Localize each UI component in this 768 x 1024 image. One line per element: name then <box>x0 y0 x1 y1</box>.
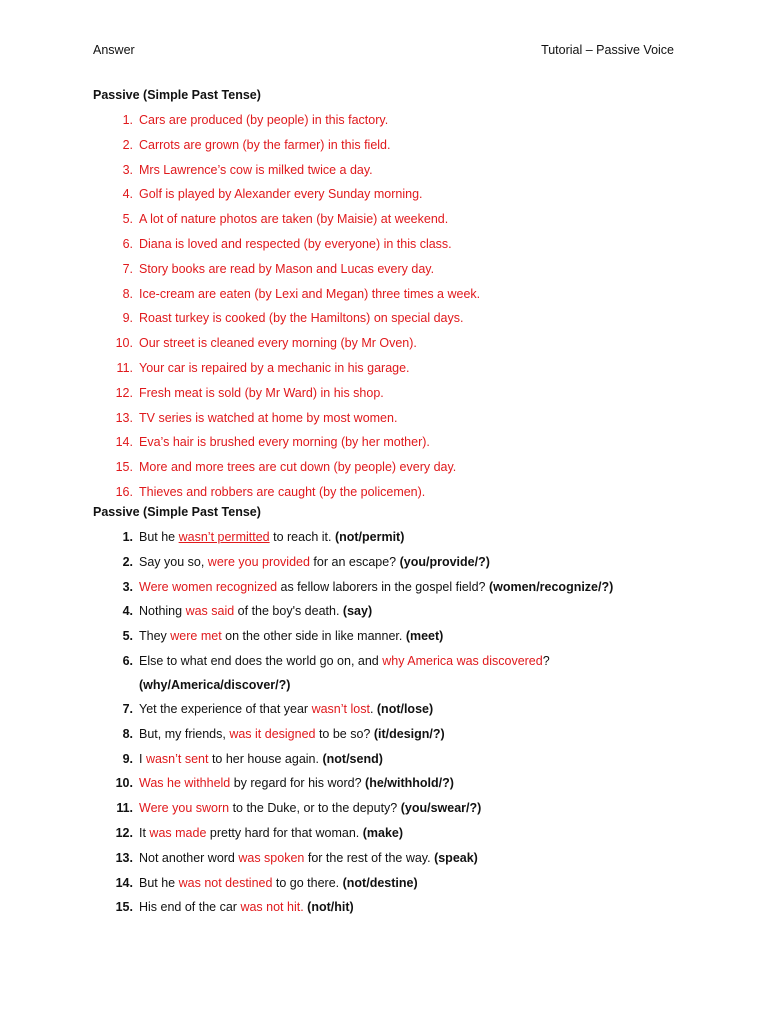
item-number: 7. <box>122 701 133 716</box>
item-text: Your car is repaired by a mechanic in his garage. <box>139 360 410 375</box>
sentence-text: I <box>139 751 146 766</box>
list-item <box>0 825 768 850</box>
item-number: 9. <box>122 311 133 326</box>
item-number: 5. <box>122 212 133 227</box>
section2-list <box>0 529 768 924</box>
verb-hint: (you/swear/?) <box>400 801 482 816</box>
sentence-text: on the other side in like manner. <box>221 629 406 644</box>
item-text <box>139 850 699 866</box>
list-item <box>0 628 768 653</box>
item-number: 16. <box>115 484 133 499</box>
sentence-text: to her house again. <box>208 751 323 766</box>
verb-hint: (speak) <box>434 850 478 865</box>
item-number: 13. <box>115 410 133 425</box>
item-text: Roast turkey is cooked (by the Hamiltons) on special days. <box>139 311 464 326</box>
sentence-text: to reach it. <box>269 530 335 544</box>
sentence-text: Not another word <box>139 850 239 865</box>
passive-answer: wasn’t lost <box>311 701 370 716</box>
list-item <box>0 286 768 311</box>
passive-answer: was spoken <box>238 850 305 865</box>
item-text <box>139 899 699 915</box>
item-number: 6. <box>122 236 133 251</box>
header-answer-label: Answer <box>93 43 135 57</box>
passive-answer: was made <box>149 825 207 840</box>
item-text <box>139 653 699 693</box>
item-text <box>139 628 699 644</box>
item-text <box>139 603 699 619</box>
item-text: Fresh meat is sold (by Mr Ward) in his shop. <box>139 385 384 400</box>
item-text <box>139 579 699 595</box>
passive-answer: was said <box>185 604 235 619</box>
item-text: Ice-cream are eaten (by Lexi and Megan) three times a week. <box>139 286 481 301</box>
list-item <box>0 261 768 286</box>
list-item <box>0 554 768 579</box>
item-text: Golf is played by Alexander every Sunday morning. <box>139 187 423 202</box>
item-text: Story books are read by Mason and Lucas every day. <box>139 261 435 276</box>
item-number: 5. <box>122 629 133 644</box>
passive-answer: wasn’t permitted <box>178 530 270 544</box>
section1-list <box>0 112 768 509</box>
item-number: 9. <box>122 751 133 766</box>
item-number: 13. <box>115 850 133 865</box>
verb-hint: (he/withhold/?) <box>365 776 454 791</box>
item-number: 3. <box>122 579 133 594</box>
verb-hint: (meet) <box>405 629 444 644</box>
sentence-text: Nothing <box>139 604 186 619</box>
item-text <box>139 751 699 767</box>
item-text <box>139 800 699 816</box>
item-number: 1. <box>122 530 133 544</box>
item-number: 3. <box>122 162 133 177</box>
sentence-text: They <box>139 629 171 644</box>
sentence-text: But he <box>139 530 179 544</box>
item-number: 10. <box>115 776 133 791</box>
list-item <box>0 875 768 900</box>
sentence-text: pretty hard for that woman. <box>206 825 363 840</box>
sentence-text: by regard for his word? <box>230 776 366 791</box>
passive-answer: Was he withheld <box>139 776 231 791</box>
list-item <box>0 137 768 162</box>
verb-hint: (not/permit) <box>334 530 405 544</box>
list-item <box>0 899 768 924</box>
section2-title: Passive (Simple Past Tense) <box>93 505 261 519</box>
item-number: 2. <box>122 137 133 152</box>
passive-answer: was it designed <box>229 726 316 741</box>
item-text <box>139 775 699 791</box>
sentence-text: But he <box>139 875 179 890</box>
item-text <box>139 701 699 717</box>
passive-answer: Were women recognized <box>139 579 278 594</box>
passive-answer: were you provided <box>207 554 310 569</box>
sentence-text: ? <box>542 653 550 668</box>
sentence-text: to go there. <box>272 875 343 890</box>
item-text <box>139 825 699 841</box>
verb-hint: (not/send) <box>322 751 383 766</box>
list-item <box>0 385 768 410</box>
item-text: More and more trees are cut down (by people) every day. <box>139 460 457 475</box>
item-text <box>139 726 699 742</box>
list-item <box>0 800 768 825</box>
verb-hint: (make) <box>362 825 404 840</box>
sentence-text: . <box>369 701 377 716</box>
list-item <box>0 653 768 701</box>
passive-answer: was not hit. <box>240 900 304 915</box>
verb-hint: (why/America/discover/?) <box>139 677 291 692</box>
sentence-text: for the rest of the way. <box>304 850 435 865</box>
list-item <box>0 211 768 236</box>
list-item <box>0 701 768 726</box>
verb-hint: (not/lose) <box>376 701 434 716</box>
list-item <box>0 360 768 385</box>
passive-answer: were met <box>170 629 222 644</box>
section1-title: Passive (Simple Past Tense) <box>93 88 261 102</box>
item-text: Cars are produced (by people) in this factory. <box>139 113 389 127</box>
item-number: 11. <box>116 801 133 816</box>
item-text <box>139 875 699 891</box>
item-text: Carrots are grown (by the farmer) in this field. <box>139 137 391 152</box>
list-item <box>0 529 768 554</box>
list-item <box>0 459 768 484</box>
item-number: 1. <box>122 113 133 127</box>
item-number: 12. <box>115 825 133 840</box>
item-number: 4. <box>122 604 133 619</box>
verb-hint: (it/design/?) <box>373 726 445 741</box>
sentence-text: Say you so, <box>139 554 208 569</box>
item-number: 14. <box>115 435 133 450</box>
list-item <box>0 726 768 751</box>
item-number: 2. <box>122 554 133 569</box>
list-item <box>0 112 768 137</box>
item-number: 4. <box>122 187 133 202</box>
verb-hint: (women/recognize/?) <box>488 579 614 594</box>
item-number: 11. <box>116 360 133 375</box>
item-text: TV series is watched at home by most women. <box>139 410 398 425</box>
passive-answer: was not destined <box>178 875 273 890</box>
sentence-text: It <box>139 825 150 840</box>
sentence-text: to the Duke, or to the deputy? <box>229 801 401 816</box>
item-text: Mrs Lawrence’s cow is milked twice a day. <box>139 162 373 177</box>
list-item <box>0 751 768 776</box>
item-text: Thieves and robbers are caught (by the policemen). <box>139 484 426 499</box>
item-number: 10. <box>115 336 133 351</box>
sentence-text: of the boy's death. <box>234 604 343 619</box>
passive-answer: wasn’t sent <box>145 751 209 766</box>
sentence-text: as fellow laborers in the gospel field? <box>277 579 489 594</box>
sentence-text: Yet the experience of that year <box>139 701 312 716</box>
item-number: 7. <box>122 261 133 276</box>
list-item <box>0 186 768 211</box>
item-text: Eva’s hair is brushed every morning (by her mother). <box>139 435 430 450</box>
list-item <box>0 236 768 261</box>
list-item <box>0 310 768 335</box>
header-tutorial-title: Tutorial – Passive Voice <box>541 43 674 57</box>
list-item <box>0 579 768 604</box>
item-number: 12. <box>115 385 133 400</box>
item-number: 6. <box>122 653 133 668</box>
list-item <box>0 335 768 360</box>
sentence-text: But, my friends, <box>139 726 230 741</box>
verb-hint: (you/provide/?) <box>399 554 490 569</box>
list-item <box>0 162 768 187</box>
list-item <box>0 434 768 459</box>
item-number: 8. <box>122 726 133 741</box>
item-number: 14. <box>115 875 133 890</box>
item-number: 15. <box>115 900 133 915</box>
passive-answer: why America was discovered <box>382 653 543 668</box>
item-text: Our street is cleaned every morning (by Mr Oven). <box>139 336 417 351</box>
verb-hint: (not/destine) <box>342 875 418 890</box>
item-text <box>139 529 699 545</box>
item-text: Diana is loved and respected (by everyone) in this class. <box>139 236 452 251</box>
list-item <box>0 410 768 435</box>
sentence-text: for an escape? <box>309 554 400 569</box>
sentence-text: His end of the car <box>139 900 241 915</box>
item-number: 8. <box>122 286 133 301</box>
verb-hint: (say) <box>342 604 373 619</box>
list-item <box>0 850 768 875</box>
passive-answer: Were you sworn <box>139 801 230 816</box>
item-text: A lot of nature photos are taken (by Maisie) at weekend. <box>139 212 449 227</box>
verb-hint: (not/hit) <box>307 900 354 915</box>
sentence-text: to be so? <box>315 726 374 741</box>
sentence-text: Else to what end does the world go on, and <box>139 653 383 668</box>
item-text <box>139 554 699 570</box>
item-number: 15. <box>115 460 133 475</box>
list-item <box>0 603 768 628</box>
list-item <box>0 775 768 800</box>
